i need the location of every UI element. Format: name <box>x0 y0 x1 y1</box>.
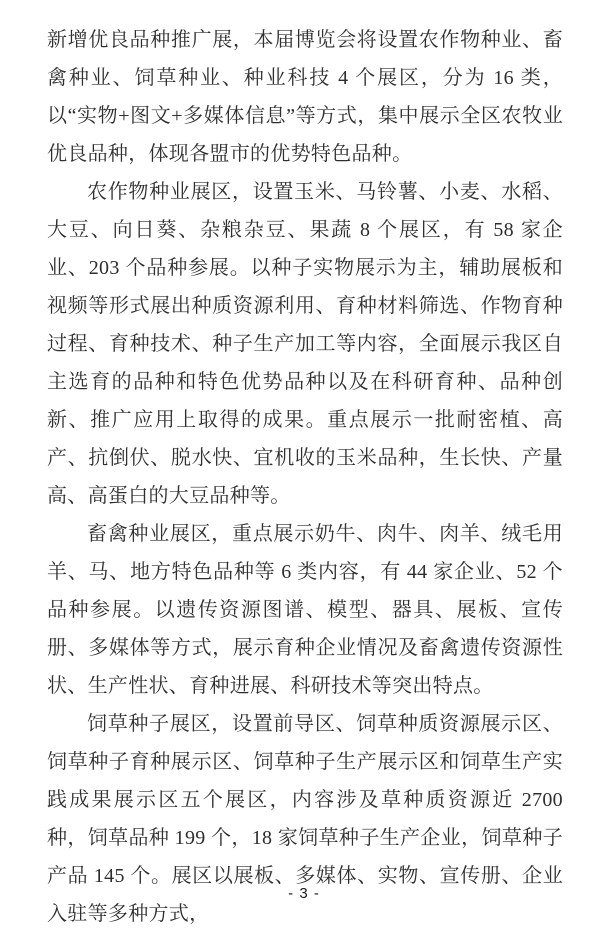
page-number: - 3 - <box>288 885 320 902</box>
paragraph-crop-seed-zone: 农作物种业展区，设置玉米、马铃薯、小麦、水稻、大豆、向日葵、杂粮杂豆、果蔬 8 个展区，有 58 家企业、203 个品种参展。以种子实物展示为主，辅助展板和视频等形式展出种质资源利用、育种材料筛选、作物育种过程、育种技术、种子生产加工等内容，全面展示我区自主选育的品种和特色优势品种以及在科研育种、品种创新、推广应用上取得的成果。重点展示一批耐密植、高产、抗倒伏、脱水快、宜机收的玉米品种，生长快、产量高、高蛋白的大豆品种等。 <box>47 181 563 507</box>
document-body <box>47 21 563 930</box>
paragraph-overview: 新增优良品种推广展，本届博览会将设置农作物种业、畜禽种业、饲草种业、种业科技 4 个展区，分为 16 类，以“实物+图文+多媒体信息”等方式，集中展示全区农牧业优良品种，体现各盟市的优势特色品种。 <box>47 29 563 165</box>
paragraph-forage-seed-zone: 饲草种子展区，设置前导区、饲草种质资源展示区、饲草种子育种展示区、饲草种子生产展示区和饲草生产实践成果展示区五个展区，内容涉及草种质资源近 2700 种，饲草品种 199 个，18 家饲草种子生产企业，饲草种子产品 145 个。展区以展板、多媒体、实物、宣传册、企业入驻等多种方式， <box>47 713 563 925</box>
paragraph-livestock-seed-zone: 畜禽种业展区，重点展示奶牛、肉牛、肉羊、绒毛用羊、马、地方特色品种等 6 类内容，有 44 家企业、52 个品种参展。以遗传资源图谱、模型、器具、展板、宣传册、多媒体等方式，展示育种企业情况及畜禽遗传资源性状、生产性状、育种进展、科研技术等突出特点。 <box>47 523 563 697</box>
